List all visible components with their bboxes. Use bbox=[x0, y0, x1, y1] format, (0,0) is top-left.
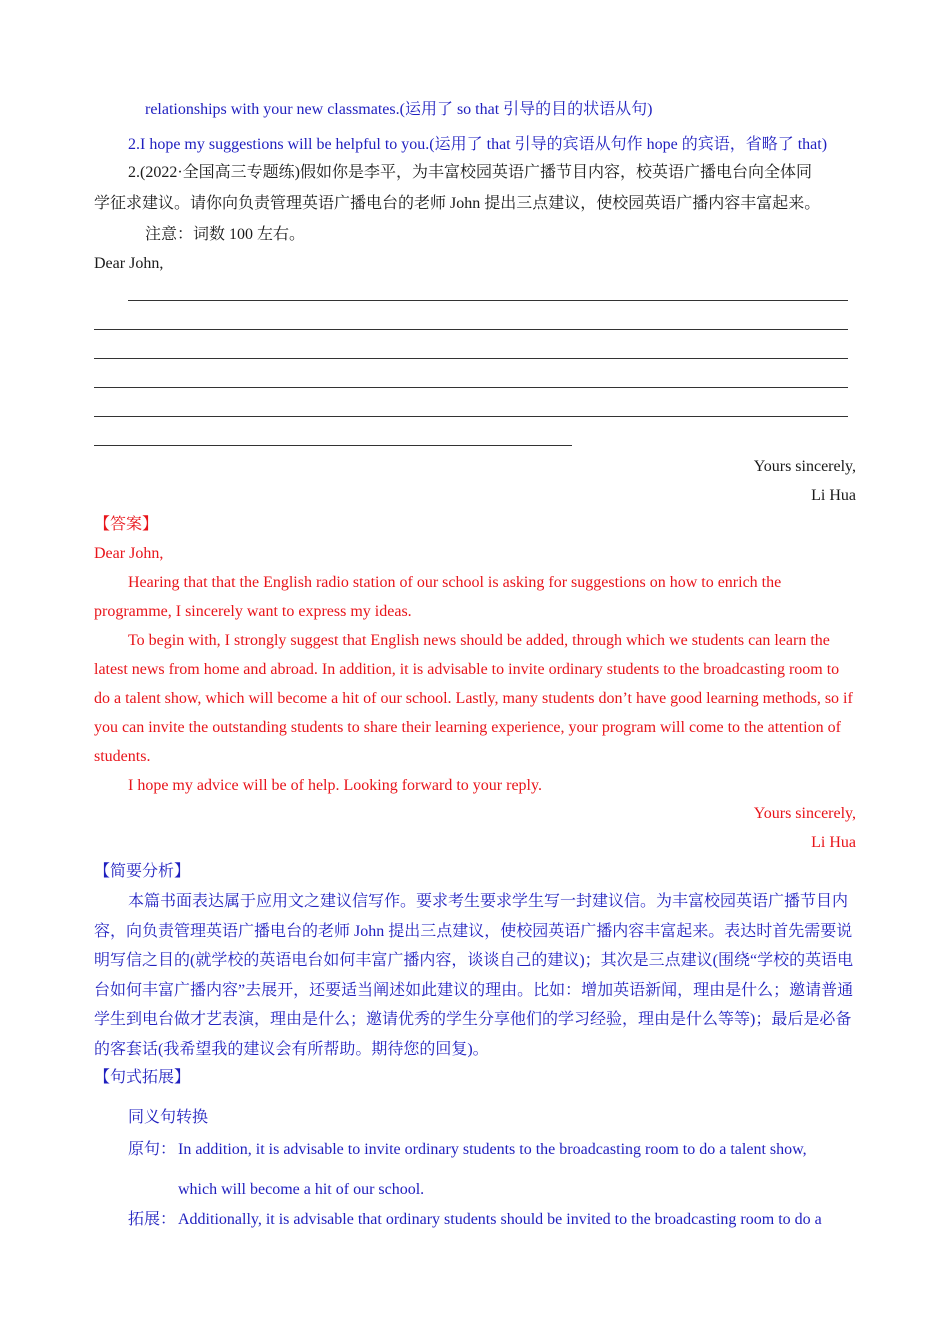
answer-heading: 【答案】 bbox=[94, 516, 159, 533]
expansion-heading: 【句式拓展】 bbox=[94, 1069, 191, 1086]
question-line-2: 学征求建议。请你向负责管理英语广播电台的老师 John 提出三点建议，使校园英语广播内容丰富起来。 bbox=[94, 195, 821, 212]
answer-blank-line bbox=[94, 387, 848, 388]
answer-paragraph-2: To begin with, I strongly suggest that English news should be added, through which we students can learn the latest news from home and abroad. In addition, it is advisable to invite ordinary students to the broadcasting room to do a talent show, which will become a hit of our school. Lastly, many students don’t have good learning methods, so if you can invite the outstanding students to share their learning experience, your program will come to the attention of students. bbox=[94, 632, 853, 765]
answer-closing: Yours sincerely, bbox=[753, 805, 856, 822]
answer-signature: Li Hua bbox=[811, 834, 856, 851]
top-note-2: 2.I hope my suggestions will be helpful to you.(运用了 that 引导的宾语从句作 hope 的宾语，省略了 that) bbox=[128, 136, 828, 153]
answer-blank-line bbox=[94, 416, 848, 417]
question-salutation: Dear John, bbox=[94, 255, 164, 272]
original-line-1: In addition, it is advisable to invite ordinary students to the broadcasting room to do a talent show, bbox=[178, 1141, 807, 1158]
answer-paragraph-1: Hearing that that the English radio station of our school is asking for suggestions on how to enrich the programme, I sincerely want to express my ideas. bbox=[94, 574, 782, 620]
question-closing: Yours sincerely, bbox=[753, 458, 856, 475]
answer-salutation: Dear John, bbox=[94, 545, 164, 562]
analysis-heading: 【简要分析】 bbox=[94, 863, 191, 880]
question-note: 注意：词数 100 左右。 bbox=[145, 226, 306, 243]
answer-blank-line bbox=[94, 358, 848, 359]
analysis-text: 本篇书面表达属于应用文之建议信写作。要求考生要求学生写一封建议信。为丰富校园英语广播节目内容，向负责管理英语广播电台的老师 John 提出三点建议，使校园英语广播内容丰富起来。表达时首先需要说明写信之目的(就学校的英语电台如何丰富广播内容，谈谈自己的建议)；其次是三点建议(围绕“学校的英语电台如何丰富广播内容”去展开，还要适当阐述如此建议的理由。比如：增加英语新闻，理由是什么；邀请普通学生到电台做才艺表演，理由是什么；邀请优秀的学生分享他们的学习经验，理由是什么等等)；最后是必备的客套话(我希望我的建议会有所帮助。期待您的回复)。 bbox=[94, 893, 854, 1058]
question-line-1: 2.(2022·全国高三专题练)假如你是李平，为丰富校园英语广播节目内容，校英语广播电台向全体同 bbox=[128, 164, 812, 181]
original-line-2: which will become a hit of our school. bbox=[178, 1181, 425, 1198]
expanded-label: 拓展： bbox=[128, 1211, 177, 1228]
answer-paragraph-3: I hope my advice will be of help. Looking forward to your reply. bbox=[128, 777, 542, 794]
answer-blank-line bbox=[128, 300, 848, 301]
answer-blank-line bbox=[94, 329, 848, 330]
expansion-subheading: 同义句转换 bbox=[128, 1109, 209, 1126]
expanded-line-1: Additionally, it is advisable that ordinary students should be invited to the broadcasting room to do a bbox=[178, 1211, 822, 1228]
top-note-1: relationships with your new classmates.(运用了 so that 引导的目的状语从句) bbox=[145, 101, 653, 118]
original-label: 原句： bbox=[128, 1141, 177, 1158]
answer-blank-line bbox=[94, 445, 572, 446]
question-signature: Li Hua bbox=[811, 487, 856, 504]
